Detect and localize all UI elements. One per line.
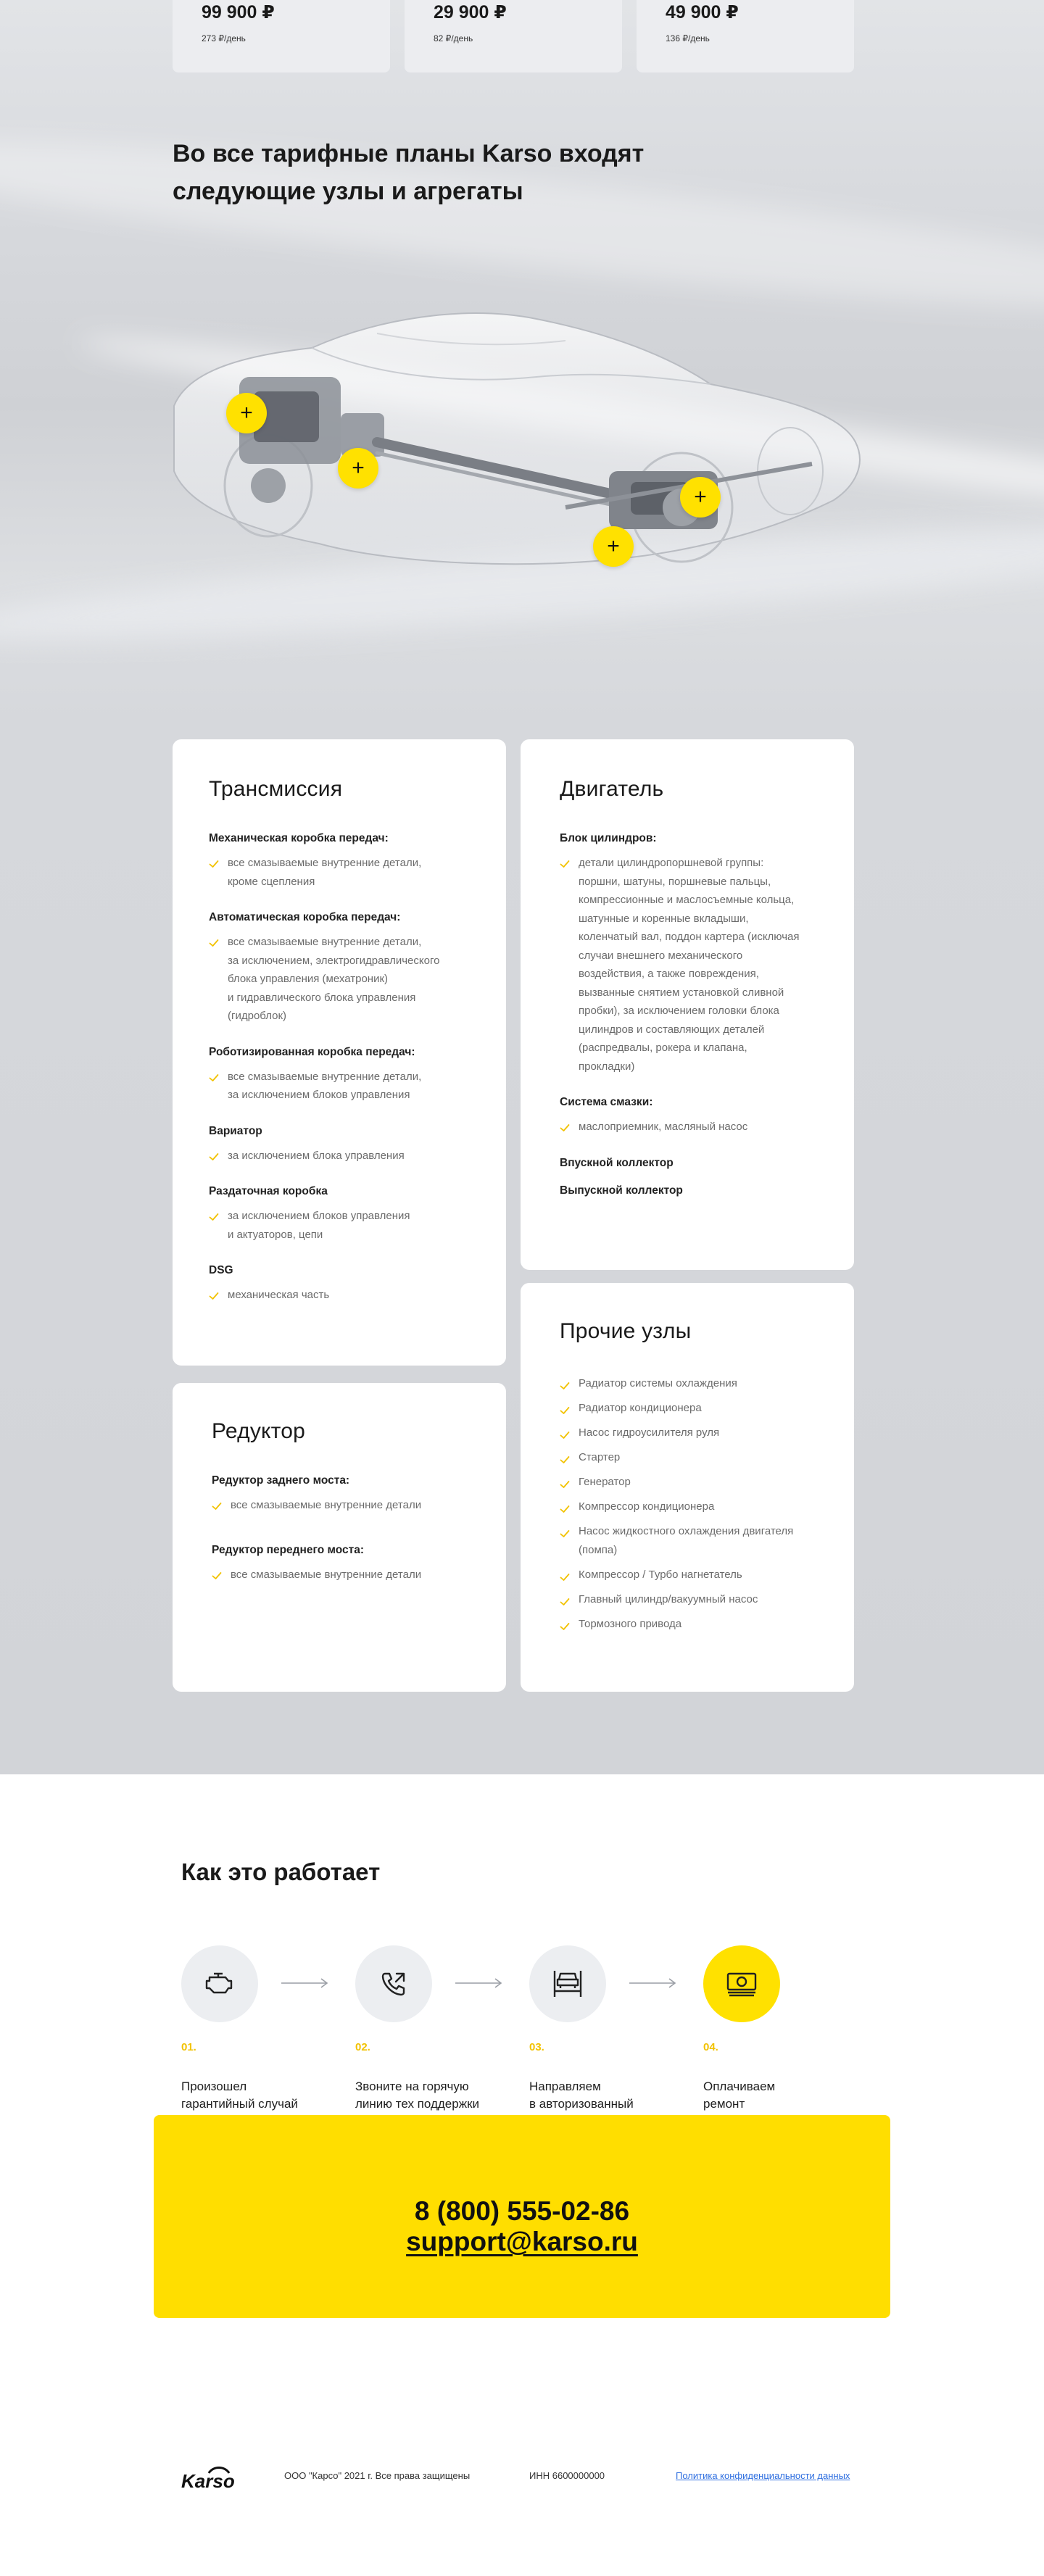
check-icon: [209, 1289, 219, 1299]
other-unit-item: [560, 1374, 815, 1393]
check-icon: [209, 857, 219, 867]
unit-item-text: за исключением блоков управления и актуаторов, цепи: [228, 1210, 410, 1241]
unit-item: [209, 854, 470, 891]
karso-logo[interactable]: [180, 2463, 251, 2492]
contact-section: [0, 2115, 1044, 2390]
hotspot-transmission[interactable]: [338, 448, 378, 489]
check-icon: [560, 1379, 570, 1389]
other-unit-item: [560, 1399, 815, 1418]
unit-group: [209, 911, 470, 1026]
exhaust-manifold: Выпускной коллектор: [560, 1184, 683, 1197]
unit-group-title: Вариатор: [209, 1124, 262, 1137]
other-unit-item: [560, 1497, 815, 1516]
unit-item-text: маслоприемник, масляный насос: [579, 1121, 748, 1133]
price-card[interactable]: [405, 0, 622, 72]
engine-icon: [181, 1945, 258, 2022]
step-1: [181, 1945, 334, 2113]
unit-group: [209, 1264, 470, 1305]
money-icon: [703, 1945, 780, 2022]
hotspot-other[interactable]: [680, 477, 721, 518]
card-title: Редуктор: [212, 1419, 306, 1443]
step-number: 02.: [355, 2041, 370, 2053]
unit-group-title: Раздаточная коробка: [209, 1185, 328, 1197]
unit-item-text: все смазываемые внутренние детали, за исключением блоков управления: [228, 1070, 422, 1101]
unit-item: [560, 854, 815, 1076]
card-title: Двигатель: [560, 777, 664, 801]
check-icon: [212, 1569, 222, 1579]
other-unit-item: [560, 1424, 815, 1442]
unit-group: [209, 1185, 470, 1244]
car-illustration: [160, 290, 884, 609]
price-value: 99 900 ₽: [202, 2, 275, 22]
email-link[interactable]: support@karso.ru: [406, 2227, 638, 2256]
unit-item-text: механическая часть: [228, 1289, 330, 1301]
unit-item: [212, 1496, 467, 1515]
check-icon: [560, 1477, 570, 1487]
other-unit-item: [560, 1448, 815, 1467]
arrow-right-icon: [281, 1977, 329, 1989]
unit-group: [212, 1544, 467, 1584]
other-unit-item: [560, 1522, 815, 1560]
price-value: 49 900 ₽: [666, 2, 739, 22]
unit-group-title: Редуктор переднего моста:: [212, 1543, 365, 1556]
step-text: Направляем в авторизованный: [529, 2080, 634, 2111]
unit-group-title: Редуктор заднего моста:: [212, 1474, 350, 1487]
price-per-day: 136 ₽/день: [666, 33, 710, 43]
inn-text: ИНН 6600000000: [529, 2470, 605, 2481]
other-unit-text: Насос жидкостного охлаждения двигателя (помпа): [579, 1525, 794, 1556]
how-it-works-section: [0, 1774, 1044, 2115]
arrow-right-icon: [629, 1977, 677, 1989]
transmission-groups: [209, 832, 470, 1305]
unit-item-text: все смазываемые внутренние детали: [231, 1568, 422, 1581]
other-unit-text: Тормозного привода: [579, 1618, 682, 1630]
unit-item-text: детали цилиндропоршневой группы: поршни, шатуны, поршневые пальцы, компрессионные и маслосъемные кольца, шатунные и коренные вкладыши, коленчатый вал, поддон картера (исключая случаи внешнего механического воздействия, а также повреждения, вызванные снятием установкой сливной пробки), за исключением головки блока цилиндров и составляющих деталей (распредвалы, рокера и клапана, прокладки): [579, 857, 800, 1073]
check-icon: [212, 1499, 222, 1509]
unit-group-title: Система смазки:: [560, 1096, 653, 1108]
card-title: Прочие узлы: [560, 1319, 692, 1343]
other-unit-text: Главный цилиндр/вакуумный насос: [579, 1593, 758, 1605]
footer: [0, 2390, 1044, 2576]
other-unit-text: Генератор: [579, 1476, 631, 1488]
other-unit-item: [560, 1615, 815, 1634]
hotspot-engine[interactable]: [226, 393, 267, 433]
price-card[interactable]: [173, 0, 390, 72]
check-icon: [560, 1595, 570, 1605]
step-3: [529, 1945, 682, 2130]
phone-link[interactable]: 8 (800) 555-02-86: [414, 2196, 630, 2226]
other-unit-text: Компрессор / Турбо нагнетатель: [579, 1569, 742, 1581]
unit-item: [560, 1118, 815, 1137]
unit-group-title: Блок цилиндров:: [560, 832, 657, 844]
unit-item-text: все смазываемые внутренние детали: [231, 1499, 422, 1511]
step-number: 03.: [529, 2041, 544, 2053]
other-units-card: [521, 1283, 854, 1692]
step-number: 01.: [181, 2041, 196, 2053]
check-icon: [209, 1210, 219, 1220]
unit-item: [209, 1286, 470, 1305]
check-icon: [560, 1619, 570, 1629]
units-title: Во все тарифные планы Karso входят следующие узлы и агрегаты: [173, 140, 645, 205]
contact-banner: [154, 2115, 890, 2318]
other-unit-item: [560, 1473, 815, 1492]
plus-icon: +: [352, 456, 365, 480]
unit-group: [209, 832, 470, 891]
check-icon: [209, 1071, 219, 1081]
price-per-day: 82 ₽/день: [434, 33, 473, 43]
svg-text:Karso: Karso: [181, 2470, 235, 2492]
check-icon: [209, 936, 219, 946]
unit-group: [209, 1125, 470, 1166]
engine-card: [521, 739, 854, 1270]
other-units-list: [560, 1374, 815, 1634]
check-icon: [560, 1121, 570, 1131]
transmission-card: [173, 739, 506, 1366]
check-icon: [560, 1526, 570, 1537]
unit-group: [560, 832, 815, 1076]
check-icon: [209, 1150, 219, 1160]
unit-group: [209, 1046, 470, 1105]
unit-item: [209, 1207, 470, 1244]
step-text: Оплачиваем ремонт: [703, 2080, 776, 2111]
car-lift-icon: [529, 1945, 606, 2022]
unit-group-title: Роботизированная коробка передач:: [209, 1045, 415, 1058]
unit-item: [209, 1147, 470, 1166]
plus-icon: +: [607, 534, 620, 558]
other-unit-text: Радиатор кондиционера: [579, 1402, 702, 1414]
unit-item: [209, 1068, 470, 1105]
phone-icon: [355, 1945, 432, 2022]
price-card[interactable]: [637, 0, 854, 72]
step-4: [703, 1945, 856, 2113]
check-icon: [560, 1502, 570, 1512]
check-icon: [560, 1428, 570, 1438]
unit-group-title: Механическая коробка передач:: [209, 832, 389, 844]
reducer-groups: [212, 1474, 467, 1584]
unit-group: [212, 1474, 467, 1515]
step-number: 04.: [703, 2041, 718, 2053]
unit-item: [212, 1566, 467, 1584]
unit-item-text: все смазываемые внутренние детали, кроме сцепления: [228, 857, 422, 888]
unit-group-title: Автоматическая коробка передач:: [209, 911, 401, 923]
engine-groups: [560, 832, 815, 1137]
other-unit-item: [560, 1590, 815, 1609]
step-text: Звоните на горячую линию тех поддержки: [355, 2080, 480, 2111]
hotspot-reducer[interactable]: [593, 526, 634, 567]
arrow-right-icon: [455, 1977, 503, 1989]
check-icon: [560, 857, 570, 867]
check-icon: [560, 1453, 570, 1463]
check-icon: [560, 1570, 570, 1580]
unit-item-text: все смазываемые внутренние детали, за исключением, электрогидравлического блока управления (мехатроник) и гидравлического блока управления (гидроблок): [228, 936, 440, 1022]
how-title: Как это работает: [181, 1858, 381, 1885]
unit-group-title: DSG: [209, 1264, 233, 1276]
step-text: Произошел гарантийный случай: [181, 2080, 298, 2111]
other-unit-text: Компрессор кондиционера: [579, 1500, 715, 1513]
plus-icon: +: [240, 401, 253, 425]
plus-icon: +: [694, 485, 707, 509]
unit-item: [209, 933, 470, 1026]
price-per-day: 273 ₽/день: [202, 33, 246, 43]
unit-item-text: за исключением блока управления: [228, 1149, 405, 1162]
other-unit-text: Насос гидроусилителя руля: [579, 1426, 720, 1439]
copyright-text: ООО "Карсо" 2021 г. Все права защищены: [284, 2470, 471, 2481]
step-2: [355, 1945, 508, 2113]
intake-manifold: Впускной коллектор: [560, 1156, 674, 1169]
privacy-policy-link[interactable]: Политика конфиденциальности данных: [676, 2470, 850, 2481]
check-icon: [560, 1403, 570, 1413]
other-unit-text: Радиатор системы охлаждения: [579, 1377, 737, 1389]
other-unit-item: [560, 1566, 815, 1584]
other-unit-text: Стартер: [579, 1451, 621, 1463]
unit-group: [560, 1096, 815, 1137]
reducer-card: [173, 1383, 506, 1692]
price-value: 29 900 ₽: [434, 2, 507, 22]
card-title: Трансмиссия: [209, 777, 343, 801]
